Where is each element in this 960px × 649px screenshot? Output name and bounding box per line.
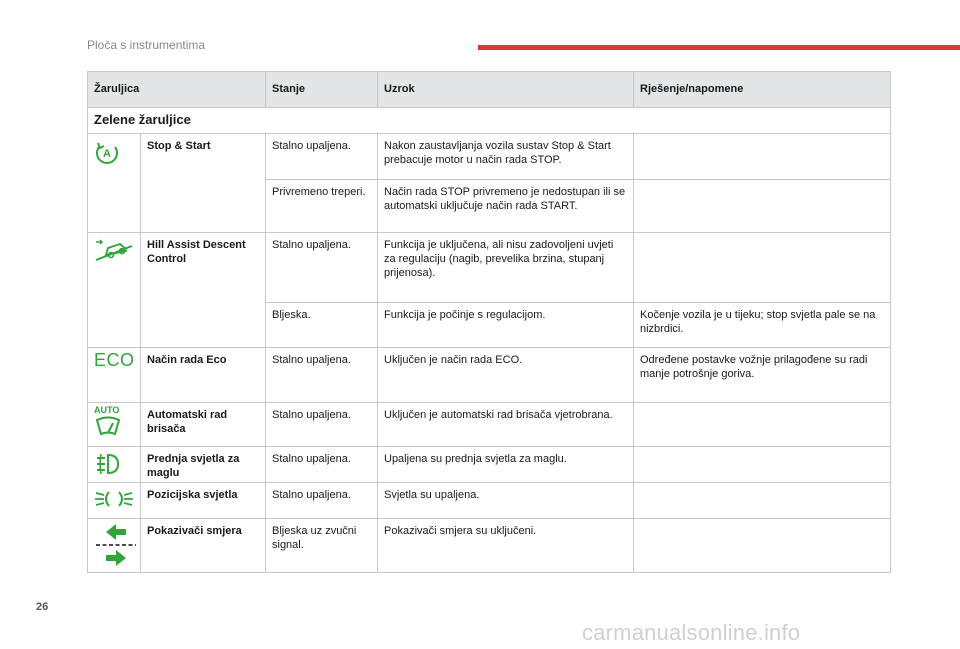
row-note <box>634 134 891 180</box>
position-lights-icon <box>88 483 141 519</box>
stop-start-icon <box>88 134 141 233</box>
header-cause: Uzrok <box>378 72 634 108</box>
header-warning-light: Žaruljica <box>88 72 266 108</box>
row-name: Pozicijska svjetla <box>141 483 266 519</box>
row-state: Stalno upaljena. <box>266 403 378 447</box>
row-note: Kočenje vozila je u tijeku; stop svjetla pale se na nizbrdici. <box>634 303 891 348</box>
header-solution: Rješenje/napomene <box>634 72 891 108</box>
row-cause: Način rada STOP privremeno je nedostupan ili se automatski uključuje način rada START. <box>378 180 634 233</box>
table-header-row <box>88 72 891 108</box>
table-row <box>88 348 891 403</box>
header-state: Stanje <box>266 72 378 108</box>
table-row <box>88 483 891 519</box>
row-state: Stalno upaljena. <box>266 233 378 303</box>
warning-lights-table <box>87 71 891 573</box>
row-cause: Svjetla su upaljena. <box>378 483 634 519</box>
row-cause: Funkcija je uključena, ali nisu zadovoljeni uvjeti za regulaciju (nagib, prevelika brzina, stupanj prijenosa). <box>378 233 634 303</box>
row-cause: Upaljena su prednja svjetla za maglu. <box>378 447 634 483</box>
row-name: Hill Assist Descent Control <box>141 233 266 348</box>
auto-wiper-icon <box>88 403 141 447</box>
row-name: Način rada Eco <box>141 348 266 403</box>
table-row <box>88 519 891 573</box>
table-row <box>88 233 891 303</box>
row-note: Određene postavke vožnje prilagođene su radi manje potrošnje goriva. <box>634 348 891 403</box>
row-note <box>634 483 891 519</box>
row-state: Stalno upaljena. <box>266 348 378 403</box>
row-state: Bljeska uz zvučni signal. <box>266 519 378 573</box>
eco-icon-text: ECO <box>94 350 135 370</box>
row-note <box>634 233 891 303</box>
turn-signals-icon <box>88 519 141 573</box>
group-title: Zelene žaruljice <box>88 108 891 134</box>
hill-assist-icon <box>88 233 141 348</box>
section-title: Ploča s instrumentima <box>87 38 206 52</box>
row-cause: Uključen je automatski rad brisača vjetrobrana. <box>378 403 634 447</box>
row-state: Stalno upaljena. <box>266 447 378 483</box>
row-cause: Nakon zaustavljanja vozila sustav Stop & Start prebacuje motor u način rada STOP. <box>378 134 634 180</box>
eco-icon <box>88 348 141 403</box>
watermark: carmanualsonline.info <box>582 620 801 645</box>
row-name: Prednja svjetla za maglu <box>141 447 266 483</box>
group-row <box>88 108 891 134</box>
row-note <box>634 519 891 573</box>
svg-text:A: A <box>103 148 111 160</box>
auto-icon-text: AUTO <box>94 405 120 415</box>
row-state: Stalno upaljena. <box>266 134 378 180</box>
row-name: Stop & Start <box>141 134 266 233</box>
row-state: Privremeno treperi. <box>266 180 378 233</box>
row-cause: Pokazivači smjera su uključeni. <box>378 519 634 573</box>
row-note <box>634 403 891 447</box>
row-state: Bljeska. <box>266 303 378 348</box>
header-accent-bar <box>478 45 960 50</box>
row-note <box>634 447 891 483</box>
row-cause: Uključen je način rada ECO. <box>378 348 634 403</box>
table-row <box>88 447 891 483</box>
table-row <box>88 403 891 447</box>
row-name: Pokazivači smjera <box>141 519 266 573</box>
page-number: 26 <box>36 601 49 613</box>
row-cause: Funkcija je počinje s regulacijom. <box>378 303 634 348</box>
row-name: Automatski rad brisača <box>141 403 266 447</box>
front-fog-light-icon <box>88 447 141 483</box>
table-row <box>88 134 891 180</box>
row-state: Stalno upaljena. <box>266 483 378 519</box>
row-note <box>634 180 891 233</box>
